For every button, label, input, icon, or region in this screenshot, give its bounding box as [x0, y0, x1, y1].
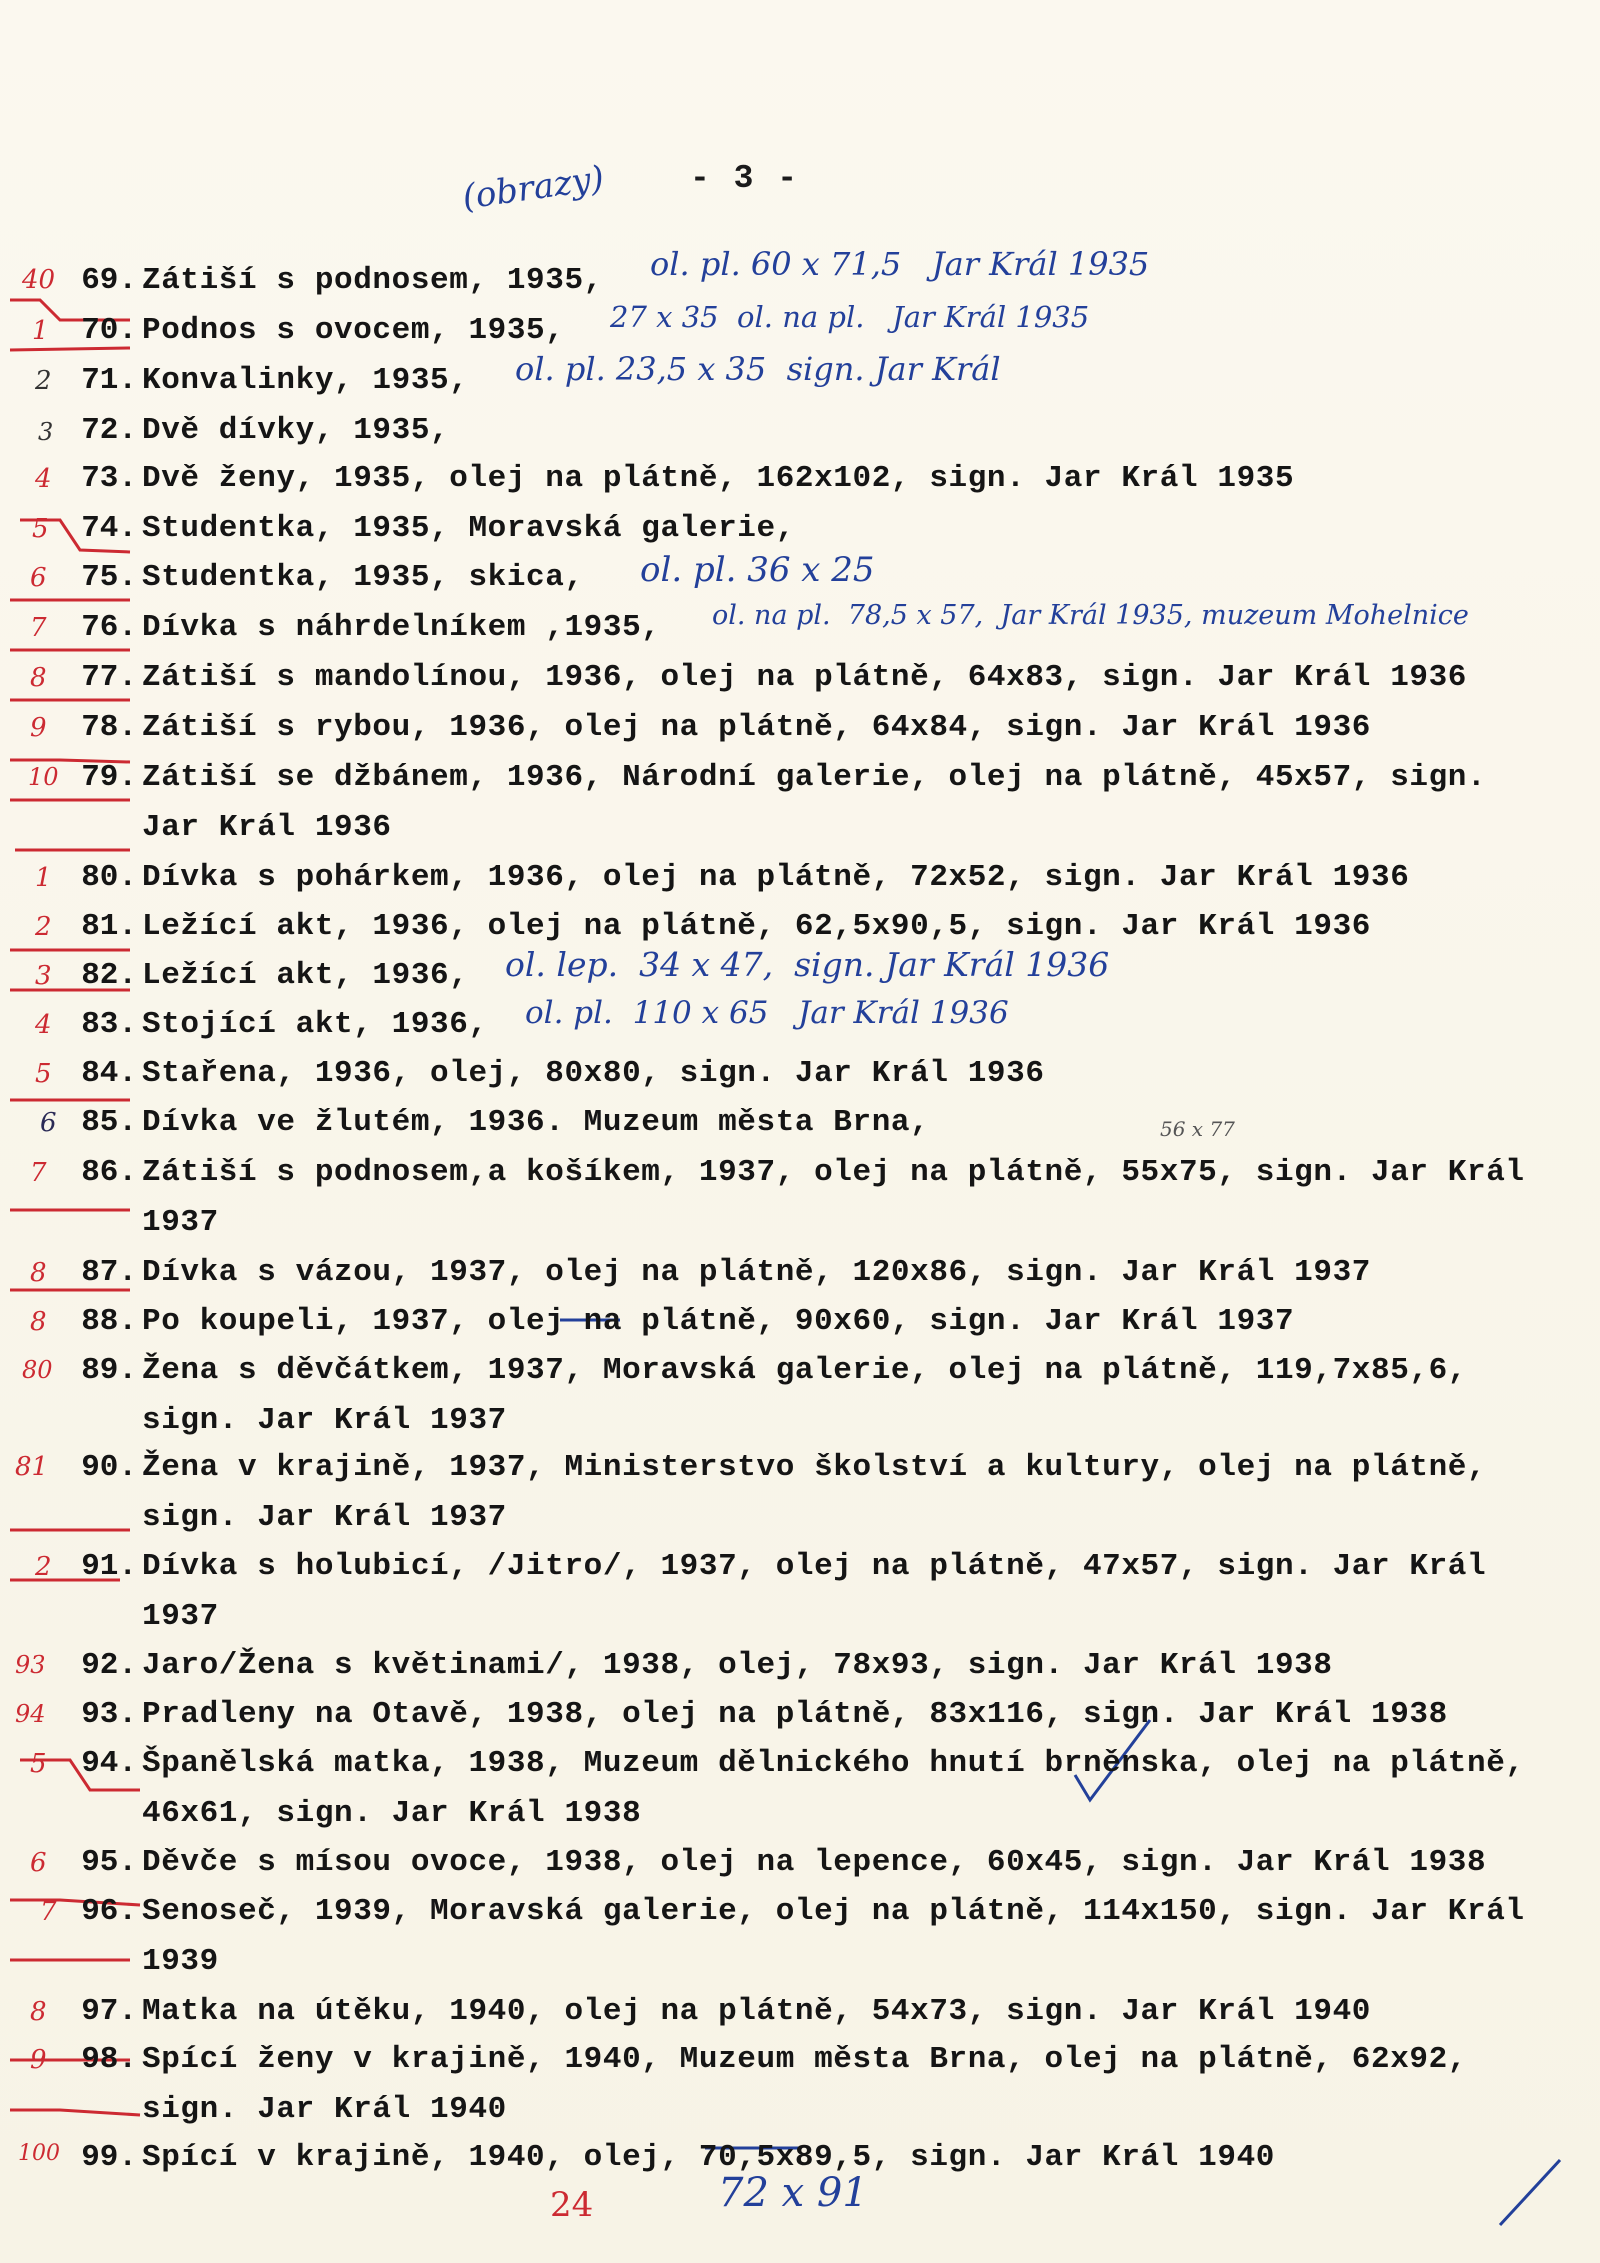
margin-mark: 8 — [30, 1997, 47, 2027]
entry-number: 99. — [81, 2140, 137, 2175]
entry-number: 69. — [81, 263, 137, 298]
entry-number: 83. — [81, 1007, 137, 1042]
entry-handwritten-note: ol. pl. 23,5 x 35 sign. Jar Král — [515, 350, 1001, 388]
entry-number: 92. — [81, 1648, 137, 1683]
entry-text: Zátiší se džbánem, 1936, Národní galerie, olej na plátně, 45x57, sign. — [142, 760, 1487, 795]
margin-mark: 100 — [18, 2141, 60, 2166]
entry-number: 91. — [81, 1549, 137, 1584]
margin-mark: 80 — [22, 1356, 53, 1384]
margin-mark: 40 — [22, 265, 56, 295]
entry-number: 79. — [81, 760, 137, 795]
entry-text: Dvě ženy, 1935, olej na plátně, 162x102, sign. Jar Král 1935 — [142, 461, 1295, 496]
entry-text: Stařena, 1936, olej, 80x80, sign. Jar Král 1936 — [142, 1056, 1045, 1091]
entry-text: Jaro/Žena s květinami/, 1938, olej, 78x93, sign. Jar Král 1938 — [142, 1648, 1333, 1683]
entry-number: 70. — [81, 313, 137, 348]
margin-mark: 5 — [30, 1749, 47, 1779]
entry-text: Dívka ve žlutém, 1936. Muzeum města Brna, — [142, 1105, 930, 1140]
margin-mark: 6 — [30, 563, 47, 593]
entry-text-continuation: sign. Jar Král 1937 — [142, 1500, 507, 1535]
entry-text: Studentka, 1935, skica, — [142, 560, 584, 595]
margin-mark: 8 — [30, 663, 47, 693]
margin-mark: 4 — [35, 464, 52, 494]
margin-mark: 6 — [40, 1108, 57, 1138]
entry-number: 96. — [81, 1894, 137, 1929]
entry-text: Dívka s pohárkem, 1936, olej na plátně, 72x52, sign. Jar Král 1936 — [142, 860, 1410, 895]
margin-mark: 1 — [32, 316, 49, 346]
entry-number: 72. — [81, 413, 137, 448]
entry-number: 86. — [81, 1155, 137, 1190]
entry-number: 82. — [81, 958, 137, 993]
header-handwritten-note: (obrazy) — [459, 158, 607, 218]
entry-text-continuation: 1939 — [142, 1944, 219, 1979]
entry-number: 95. — [81, 1845, 137, 1880]
entry-number: 87. — [81, 1255, 137, 1290]
entry-handwritten-note: ol. na pl. 78,5 x 57, Jar Král 1935, muzeum Mohelnice — [712, 600, 1469, 631]
entry-text: Dívka s vázou, 1937, olej na plátně, 120x86, sign. Jar Král 1937 — [142, 1255, 1371, 1290]
entry-number: 73. — [81, 461, 137, 496]
margin-mark: 2 — [35, 912, 52, 942]
entry-number: 90. — [81, 1450, 137, 1485]
margin-mark: 3 — [38, 418, 54, 446]
margin-mark: 7 — [40, 1897, 57, 1927]
entry-handwritten-note: ol. pl. 36 x 25 — [640, 550, 875, 590]
entry-handwritten-note: 56 x 77 — [1160, 1117, 1235, 1141]
margin-mark: 8 — [30, 1307, 47, 1337]
margin-mark: 8 — [30, 1258, 47, 1288]
margin-mark: 5 — [35, 1059, 52, 1089]
entry-text: Španělská matka, 1938, Muzeum dělnického hnutí brněnska, olej na plátně, — [142, 1746, 1525, 1781]
entry-text: Podnos s ovocem, 1935, — [142, 313, 565, 348]
entry-number: 71. — [81, 363, 137, 398]
entry-text: Spící ženy v krajině, 1940, Muzeum města Brna, olej na plátně, 62x92, — [142, 2042, 1468, 2077]
entry-text: Spící v krajině, 1940, olej, 70,5x89,5, sign. Jar Král 1940 — [142, 2140, 1275, 2175]
entry-number: 97. — [81, 1994, 137, 2029]
entry-text: Dívka s náhrdelníkem ,1935, — [142, 610, 661, 645]
margin-mark: 3 — [35, 961, 52, 991]
entry-text-continuation: sign. Jar Král 1937 — [142, 1403, 507, 1438]
margin-mark: 94 — [15, 1700, 46, 1728]
entry-text: Žena s děvčátkem, 1937, Moravská galerie, olej na plátně, 119,7x85,6, — [142, 1353, 1468, 1388]
entry-text: Zátiší s podnosem, 1935, — [142, 263, 603, 298]
entry-number: 74. — [81, 511, 137, 546]
page-number: - 3 - — [690, 160, 800, 197]
entry-text: Po koupeli, 1937, olej na plátně, 90x60, sign. Jar Král 1937 — [142, 1304, 1295, 1339]
entry-number: 76. — [81, 610, 137, 645]
entry-text: Studentka, 1935, Moravská galerie, — [142, 511, 795, 546]
entry-text: Konvalinky, 1935, — [142, 363, 469, 398]
margin-mark: 2 — [35, 1552, 52, 1582]
entry-text: Zátiší s rybou, 1936, olej na plátně, 64x84, sign. Jar Král 1936 — [142, 710, 1371, 745]
margin-mark: 5 — [32, 514, 49, 544]
footer-page-mark: 24 — [550, 2185, 594, 2225]
margin-mark: 7 — [30, 613, 47, 643]
margin-mark: 9 — [30, 2045, 47, 2075]
entry-text: Pradleny na Otavě, 1938, olej na plátně, 83x116, sign. Jar Král 1938 — [142, 1697, 1448, 1732]
entry-number: 77. — [81, 660, 137, 695]
margin-mark: 2 — [35, 366, 52, 396]
entry-text: Zátiší s mandolínou, 1936, olej na plátně, 64x83, sign. Jar Král 1936 — [142, 660, 1468, 695]
entry-text: Dvě dívky, 1935, — [142, 413, 450, 448]
entry-number: 88. — [81, 1304, 137, 1339]
entry-handwritten-note: 27 x 35 ol. na pl. Jar Král 1935 — [610, 300, 1090, 334]
entry-number: 98. — [81, 2042, 137, 2077]
entry-number: 80. — [81, 860, 137, 895]
entry-handwritten-note: 72 x 91 — [718, 2170, 868, 2216]
entry-text: Děvče s mísou ovoce, 1938, olej na lepence, 60x45, sign. Jar Král 1938 — [142, 1845, 1487, 1880]
entry-number: 78. — [81, 710, 137, 745]
entry-text: Ležící akt, 1936, olej na plátně, 62,5x90,5, sign. Jar Král 1936 — [142, 909, 1371, 944]
entry-number: 94. — [81, 1746, 137, 1781]
margin-mark: 93 — [15, 1651, 46, 1679]
entry-handwritten-note: ol. lep. 34 x 47, sign. Jar Král 1936 — [505, 945, 1110, 984]
margin-mark: 4 — [35, 1010, 52, 1040]
entry-text-continuation: 1937 — [142, 1205, 219, 1240]
margin-mark: 10 — [28, 763, 59, 791]
margin-mark: 9 — [30, 713, 47, 743]
entry-number: 75. — [81, 560, 137, 595]
entry-text: Senoseč, 1939, Moravská galerie, olej na plátně, 114x150, sign. Jar Král — [142, 1894, 1525, 1929]
entry-text-continuation: 1937 — [142, 1599, 219, 1634]
entry-number: 93. — [81, 1697, 137, 1732]
entry-text: Matka na útěku, 1940, olej na plátně, 54x73, sign. Jar Král 1940 — [142, 1994, 1371, 2029]
entry-text: Stojící akt, 1936, — [142, 1007, 488, 1042]
entry-text-continuation: 46x61, sign. Jar Král 1938 — [142, 1796, 642, 1831]
margin-mark: 81 — [15, 1452, 49, 1482]
entry-handwritten-note: ol. pl. 110 x 65 Jar Král 1936 — [525, 995, 1009, 1031]
margin-mark: 1 — [35, 863, 52, 893]
entry-text: Žena v krajině, 1937, Ministerstvo školství a kultury, olej na plátně, — [142, 1450, 1487, 1485]
entry-text: Ležící akt, 1936, — [142, 958, 469, 993]
entry-number: 84. — [81, 1056, 137, 1091]
entry-text-continuation: Jar Král 1936 — [142, 810, 392, 845]
margin-mark: 7 — [30, 1158, 47, 1188]
entry-number: 85. — [81, 1105, 137, 1140]
entry-number: 89. — [81, 1353, 137, 1388]
entry-text: Dívka s holubicí, /Jitro/, 1937, olej na plátně, 47x57, sign. Jar Král — [142, 1549, 1487, 1584]
entry-text: Zátiší s podnosem,a košíkem, 1937, olej na plátně, 55x75, sign. Jar Král — [142, 1155, 1525, 1190]
entry-handwritten-note: ol. pl. 60 x 71,5 Jar Král 1935 — [650, 245, 1150, 283]
margin-mark: 6 — [30, 1848, 47, 1878]
entry-text-continuation: sign. Jar Král 1940 — [142, 2092, 507, 2127]
entry-number: 81. — [81, 909, 137, 944]
